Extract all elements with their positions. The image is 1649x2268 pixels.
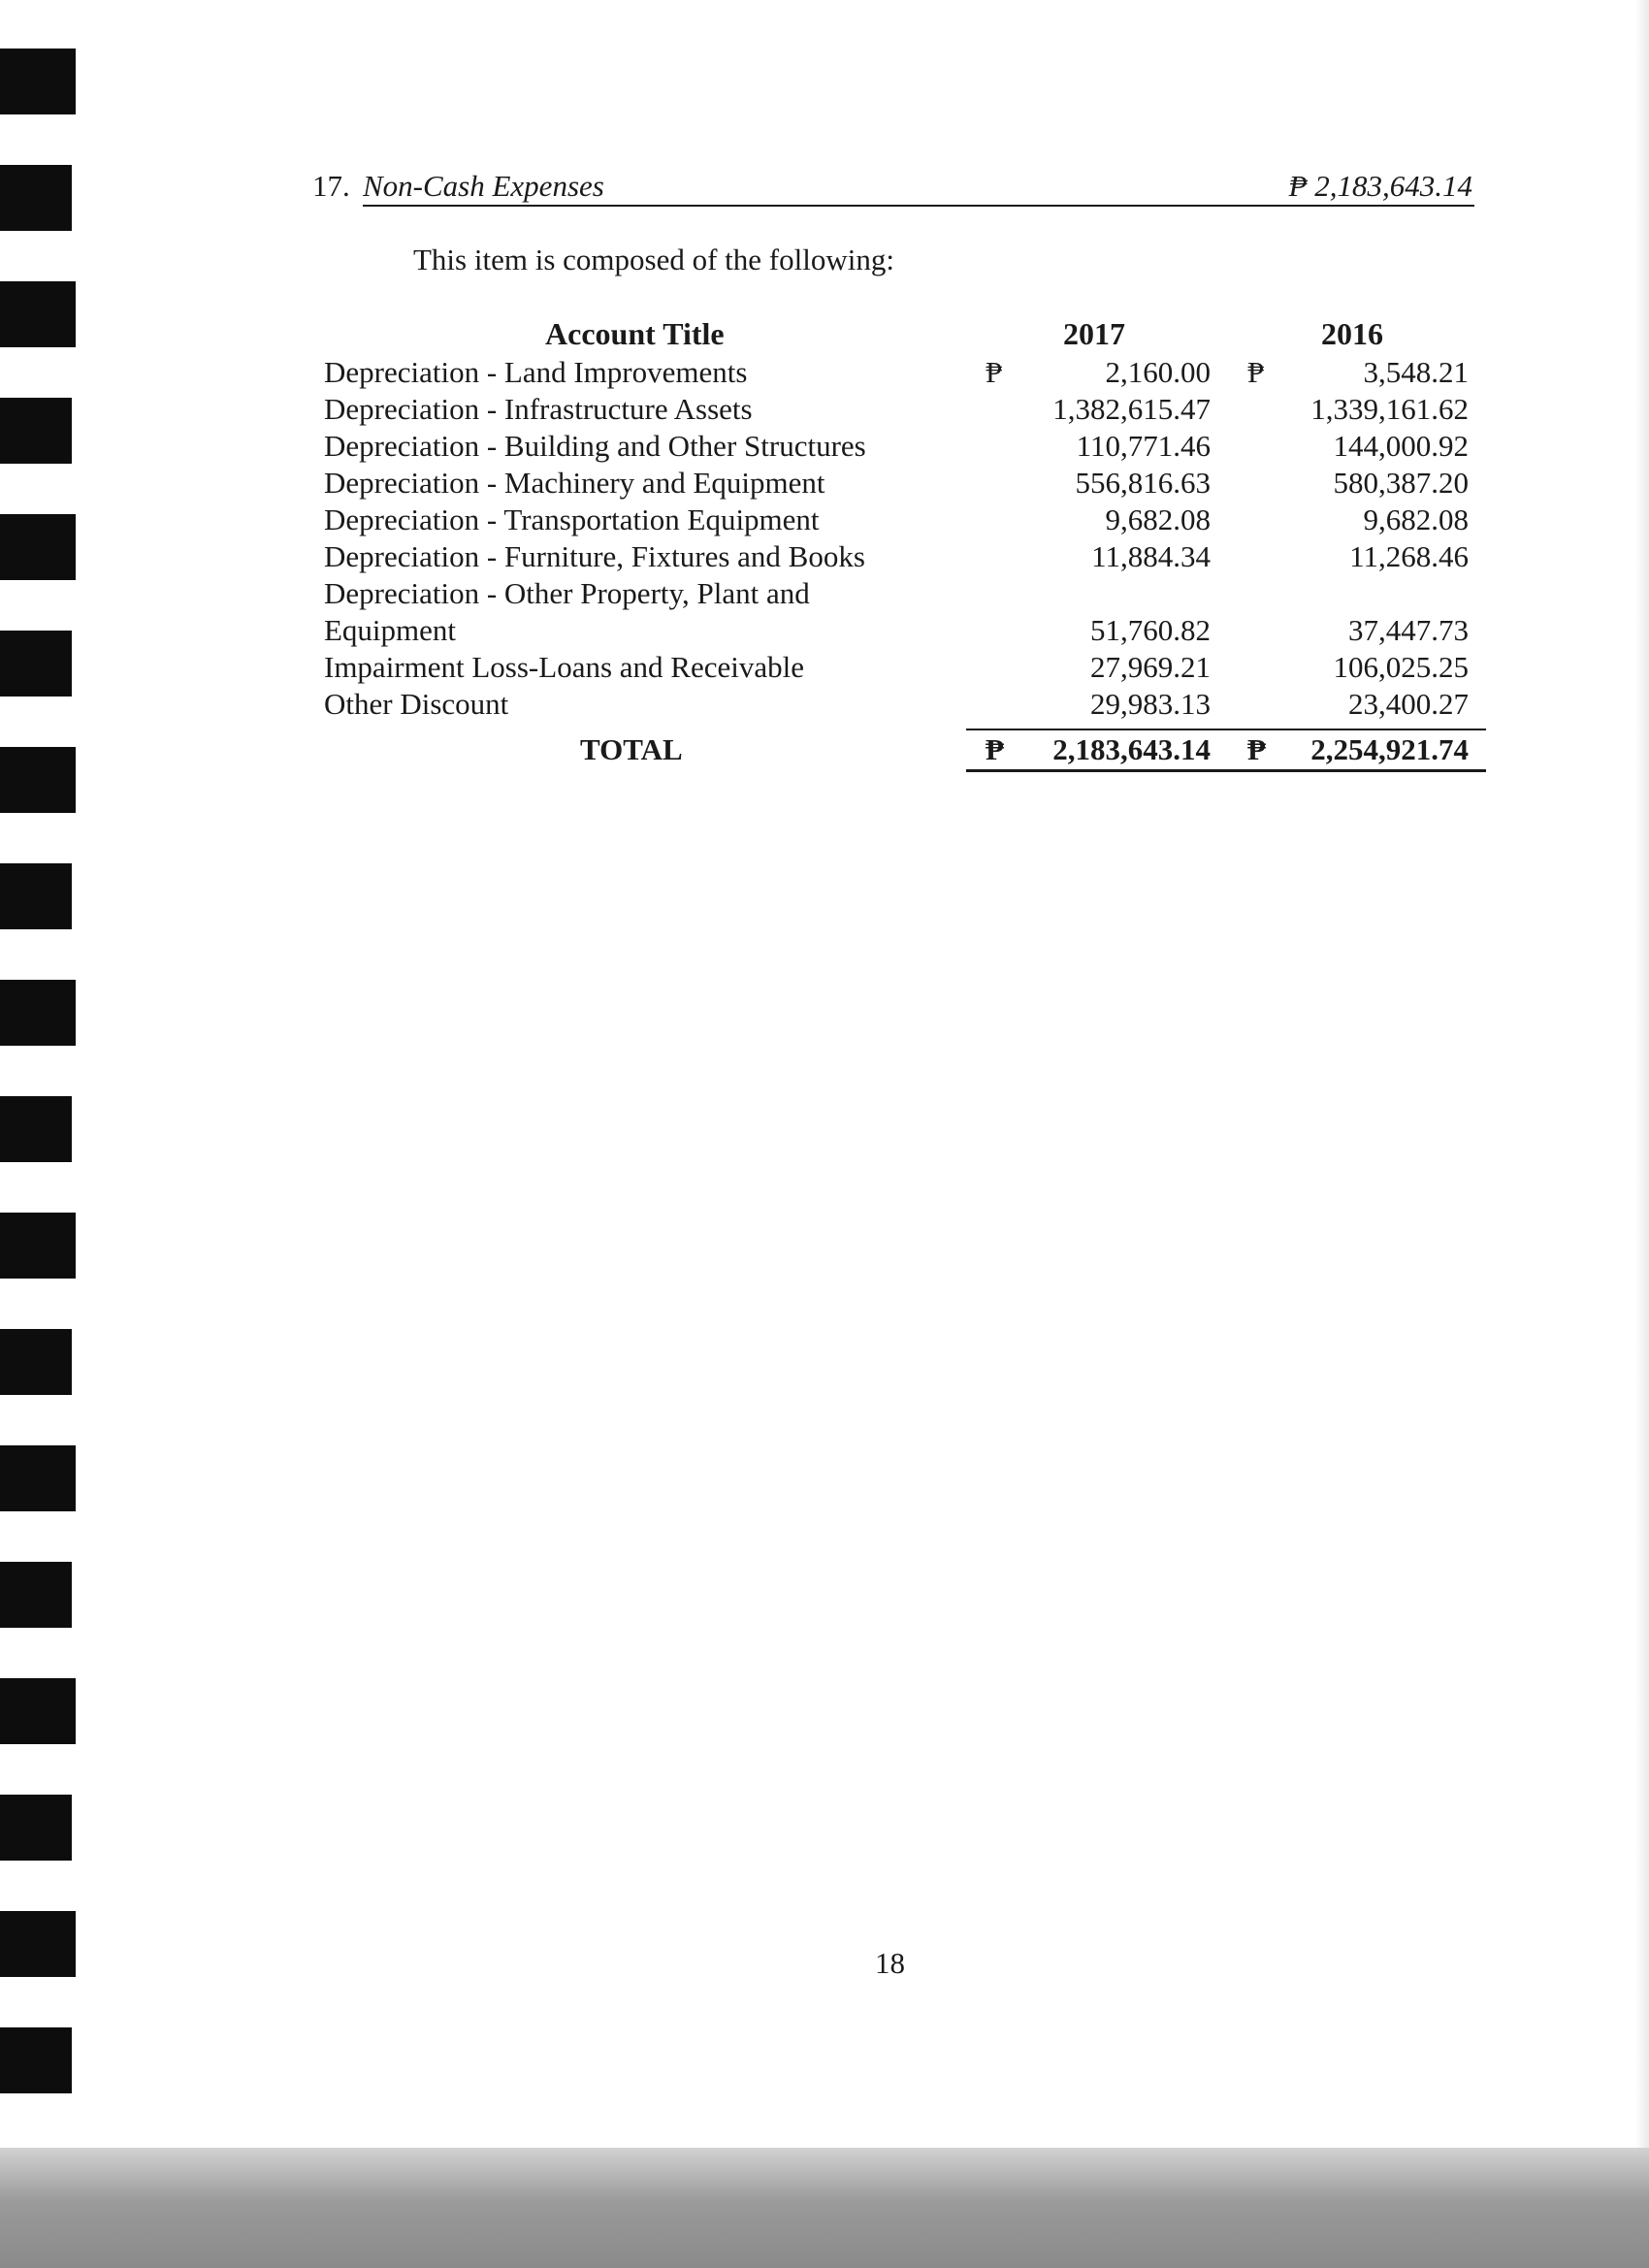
- binding-mark: [0, 863, 72, 929]
- intro-text: This item is composed of the following:: [413, 243, 894, 276]
- amount-2016-cell: 23,400.27: [1348, 687, 1469, 721]
- table-row: [0, 650, 1649, 687]
- amount-2017-cell: 27,969.21: [1090, 650, 1211, 684]
- heading-underline: [363, 205, 1474, 207]
- scan-bottom-shadow: [0, 2148, 1649, 2268]
- binding-mark: [0, 1213, 76, 1279]
- binding-mark: [0, 49, 76, 114]
- column-header-2017: 2017: [1063, 316, 1125, 351]
- account-title-cell: Depreciation - Land Improvements: [324, 355, 748, 389]
- amount-2017-cell: 29,983.13: [1090, 687, 1211, 721]
- amount-2016-cell: 1,339,161.62: [1310, 392, 1469, 426]
- table-row: [0, 687, 1649, 724]
- amount-2016-cell: 11,268.46: [1349, 539, 1469, 573]
- account-title-cell: Other Discount: [324, 687, 509, 721]
- binding-mark: [0, 1096, 72, 1162]
- peso-sign: ₱: [986, 732, 1004, 766]
- binding-mark: [0, 980, 76, 1046]
- table-row: [0, 429, 1649, 466]
- amount-2016-cell: 580,387.20: [1333, 466, 1469, 500]
- amount-2017-cell: 1,382,615.47: [1052, 392, 1211, 426]
- note-title: Non-Cash Expenses: [363, 169, 604, 203]
- account-title-cell: Equipment: [324, 613, 457, 647]
- table-row: [0, 613, 1649, 650]
- amount-2017-cell: 51,760.82: [1090, 613, 1211, 647]
- binding-mark: [0, 1678, 76, 1744]
- total-top-rule: [966, 729, 1486, 730]
- table-row: [0, 392, 1649, 429]
- table-row: [0, 466, 1649, 502]
- amount-2016-cell: 37,447.73: [1348, 613, 1469, 647]
- total-2017-cell: 2,183,643.14: [1052, 732, 1211, 766]
- amount-2016-cell: 106,025.25: [1333, 650, 1469, 684]
- total-bottom-rule: [966, 769, 1486, 772]
- peso-sign: ₱: [1247, 355, 1265, 389]
- account-title-cell: Depreciation - Building and Other Structures: [324, 429, 866, 463]
- account-title-cell: Depreciation - Furniture, Fixtures and Books: [324, 539, 865, 573]
- amount-2016-cell: 9,682.08: [1363, 502, 1469, 536]
- total-2016-cell: 2,254,921.74: [1310, 732, 1469, 766]
- table-row: [0, 576, 1649, 613]
- amount-2017-cell: 11,884.34: [1091, 539, 1211, 573]
- total-row: [0, 732, 1649, 769]
- amount-2016-cell: 3,548.21: [1363, 355, 1469, 389]
- account-title-cell: Depreciation - Transportation Equipment: [324, 502, 820, 536]
- table-header-row: [0, 316, 1649, 353]
- account-title-cell: Depreciation - Infrastructure Assets: [324, 392, 753, 426]
- binding-mark: [0, 165, 72, 231]
- table-row: [0, 539, 1649, 576]
- amount-2017-cell: 9,682.08: [1105, 502, 1211, 536]
- amount-2017-cell: 2,160.00: [1105, 355, 1211, 389]
- note-amount: ₱ 2,183,643.14: [1288, 169, 1472, 203]
- account-title-cell: Depreciation - Other Property, Plant and: [324, 576, 810, 610]
- binding-mark: [0, 1911, 76, 1977]
- note-number: 17.: [312, 169, 350, 203]
- binding-mark: [0, 1795, 72, 1861]
- total-label: TOTAL: [580, 732, 683, 766]
- account-title-cell: Depreciation - Machinery and Equipment: [324, 466, 825, 500]
- column-header-2016: 2016: [1321, 316, 1383, 351]
- column-header-account-title: Account Title: [545, 316, 725, 351]
- binding-mark: [0, 1562, 72, 1628]
- amount-2017-cell: 556,816.63: [1075, 466, 1211, 500]
- amount-2016-cell: 144,000.92: [1333, 429, 1469, 463]
- binding-mark: [0, 1445, 76, 1511]
- table-row: [0, 355, 1649, 392]
- account-title-cell: Impairment Loss-Loans and Receivable: [324, 650, 804, 684]
- peso-sign: ₱: [986, 355, 1003, 389]
- amount-2017-cell: 110,771.46: [1076, 429, 1211, 463]
- binding-mark: [0, 1329, 72, 1395]
- binding-mark: [0, 2027, 72, 2093]
- peso-sign: ₱: [1247, 732, 1266, 766]
- table-row: [0, 502, 1649, 539]
- page-number: 18: [875, 1946, 905, 1980]
